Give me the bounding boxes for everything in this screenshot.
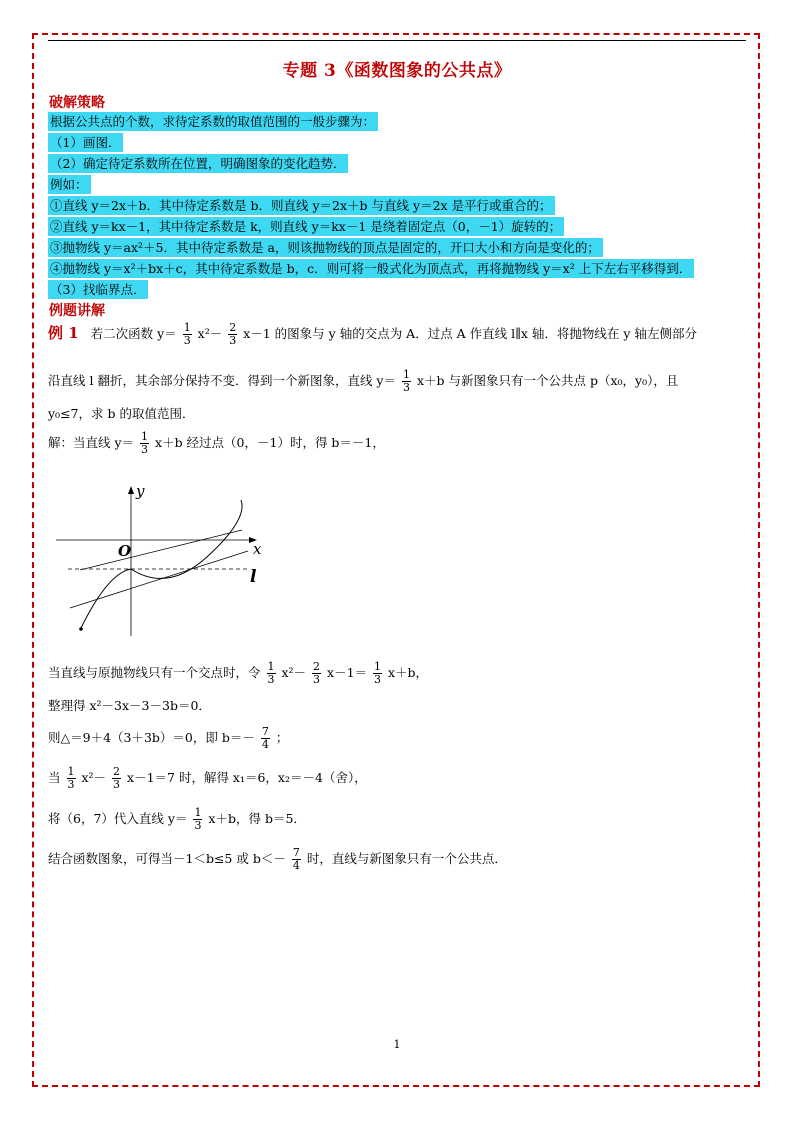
strategy-example-4: ④抛物线 y＝x²＋bx＋c，其中待定系数是 b，c．则可将一般式化为顶点式，再将抛物线 y＝x² 上下左右平移得到．	[48, 259, 694, 278]
solution-line-3: 整理得 x²－3x－3－3b＝0．	[48, 698, 211, 713]
example-line-3: y₀≤7，求 b 的取值范围．	[48, 406, 195, 421]
x-axis-label: x	[253, 540, 262, 558]
fraction: $\frac{1}{3}$	[402, 368, 410, 394]
y-axis-label: y	[136, 482, 145, 500]
function-graph	[48, 478, 278, 640]
section-heading-examples: 例题讲解	[49, 303, 105, 319]
strategy-example-2: ②直线 y＝kx－1，其中待定系数是 k，则直线 y＝kx－1 是绕着固定点（0，－1）旋转的；	[48, 217, 564, 236]
fraction: $\frac{2}{3}$	[113, 765, 121, 791]
fraction: $\frac{1}{3}$	[67, 765, 75, 791]
fraction: $\frac{1}{3}$	[183, 321, 191, 347]
solution-line-1: 解：当直线 y＝ $\frac{1}{3}$ x＋b 经过点（0，－1）时，得 b＝－1，	[48, 430, 385, 456]
origin-label: O	[118, 542, 132, 560]
fraction: $\frac{7}{4}$	[292, 846, 300, 872]
solution-line-6: 将（6，7）代入直线 y＝ $\frac{1}{3}$ x＋b，得 b＝5．	[48, 806, 306, 832]
strategy-eg: 例如：	[48, 175, 91, 194]
solution-line-5: 当 $\frac{1}{3}$ x²－ $\frac{2}{3}$ x－1＝7 时，解得 x₁＝6，x₂＝－4（舍），	[48, 765, 367, 791]
strategy-step2: （2）确定待定系数所在位置，明确图象的变化趋势．	[48, 154, 348, 173]
header-rule	[48, 40, 746, 41]
page-title: 专题 3《函数图象的公共点》	[282, 61, 512, 81]
solution-line-2: 当直线与原抛物线只有一个交点时，令 $\frac{1}{3}$ x²－ $\frac{2}{3}$ x－1＝ $\frac{1}{3}$ x＋b，	[48, 660, 429, 686]
fraction: $\frac{1}{3}$	[267, 660, 275, 686]
endpoint-dot	[79, 627, 83, 631]
solution-line-4: 则△＝9＋4（3＋3b）＝0，即 b＝－ $\frac{7}{4}$ ；	[48, 725, 289, 751]
example-line-2: 沿直线 l 翻折，其余部分保持不变．得到一个新图象，直线 y＝ $\frac{1}{3}$ x＋b 与新图象只有一个公共点 p（x₀，y₀），且	[48, 368, 679, 394]
parabola-right	[131, 500, 242, 578]
fraction: $\frac{7}{4}$	[261, 725, 269, 751]
page-number: 1	[393, 1038, 401, 1051]
fraction: $\frac{1}{3}$	[374, 660, 382, 686]
fraction: $\frac{2}{3}$	[313, 660, 321, 686]
section-heading-strategy: 破解策略	[49, 95, 105, 111]
strategy-intro: 根据公共点的个数，求待定系数的取值范围的一般步骤为：	[48, 112, 378, 131]
line-upper	[80, 530, 242, 570]
fraction: $\frac{1}{3}$	[194, 806, 202, 832]
strategy-example-1: ①直线 y＝2x＋b．其中待定系数是 b．则直线 y＝2x＋b 与直线 y＝2x 是平行或重合的；	[48, 196, 555, 215]
folded-parabola-left	[81, 569, 131, 628]
y-axis-arrow	[128, 486, 134, 494]
fraction: $\frac{2}{3}$	[229, 321, 237, 347]
line-l-label: l	[250, 567, 257, 587]
strategy-step3: （3）找临界点．	[48, 280, 148, 299]
example-line-1: 例 1 若二次函数 y＝ $\frac{1}{3}$ x²－ $\frac{2}{3}$ x－1 的图象与 y 轴的交点为 A．过点 A 作直线 l∥x 轴．将抛物线在 y 轴左侧部分	[48, 321, 697, 347]
example-label: 例 1	[48, 324, 79, 342]
strategy-step1: （1）画图．	[48, 133, 123, 152]
fraction: $\frac{1}{3}$	[141, 430, 149, 456]
solution-line-7: 结合函数图象，可得当－1＜b≤5 或 b＜－ $\frac{7}{4}$ 时，直线与新图象只有一个公共点．	[48, 846, 507, 872]
strategy-example-3: ③抛物线 y＝ax²＋5．其中待定系数是 a，则该抛物线的顶点是固定的，开口大小和方向是变化的；	[48, 238, 603, 257]
